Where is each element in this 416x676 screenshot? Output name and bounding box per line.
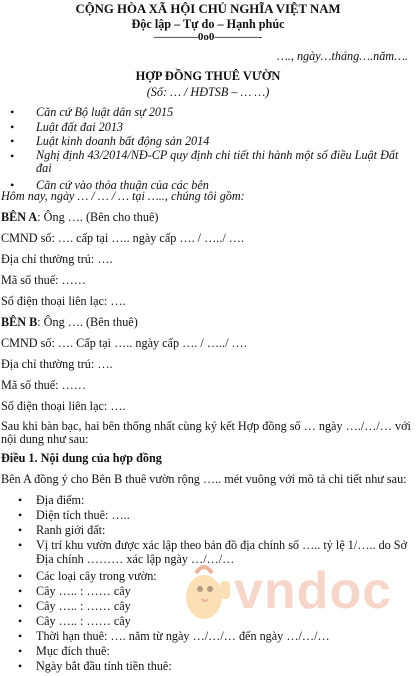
party-b-phone: Số điện thoại liên lạc: …. <box>1 399 126 413</box>
motto: Độc lập – Tự do – Hạnh phúc <box>131 17 285 31</box>
vndoc-watermark <box>176 559 411 625</box>
contract-title: HỢP ĐỒNG THUÊ VƯỜN <box>135 69 281 83</box>
party-b-id: CMND số: …. Cấp tại ….. ngày cấp …. / …../ …. <box>1 336 247 350</box>
nation-heading: CỘNG HÒA XÃ HỘI CHỦ NGHĨA VIỆT NAM <box>75 2 341 16</box>
separator: ————0o0————- <box>153 31 263 43</box>
watermark-brand: vndoc <box>234 562 393 620</box>
party-a-tax: Mã số thuế: …… <box>1 273 86 287</box>
agreement-text: Sau khi bàn bạc, hai bên thống nhất cùng ký kết Hợp đồng số … ngày …./…/… với nội dung như sau: <box>1 420 411 446</box>
party-a-address: Địa chỉ thường trú: …. <box>1 252 113 266</box>
party-b-heading: BÊN B: Ông …. (Bên thuê) <box>1 315 138 329</box>
article-1-intro: Bên A đồng ý cho Bên B thuê vườn rộng ….. mét vuông với mô tả chi tiết như sau: <box>1 472 407 486</box>
date-line: …., ngày…tháng….năm…. <box>276 49 408 63</box>
article-1-title: Điều 1. Nội dung của hợp đồng <box>1 451 162 465</box>
contract-page: CỘNG HÒA XÃ HỘI CHỦ NGHĨA VIỆT NAM Độc lập – Tự do – Hạnh phúc ————0o0————- …., ngày…tháng….năm…. HỢP ĐỒNG THUÊ VƯỜN (Số: … / HĐTSB – … …) • Căn cứ Bộ luật dân sự 2015 • Luật đất đai 2013 • Luật kinh doanh bất động sản 2014 • Nghị định 43/2014/NĐ-CP quy định chi tiết thi hành một số điều Luật Đất đai • Căn cứ vào thỏa thuận của các bên Hôm nay, ngày … / … / … tại ….., chúng tôi gồm: BÊN A: Ông …. (Bên cho thuê) CMND số: …. cấp tại ….. ngày cấp …. / …../ …. Địa chỉ thường trú: …. Mã số thuế: …… Số điện thoại liên lạc: …. BÊN B: Ông …. (Bên thuê) CMND số: …. Cấp tại ….. ngày cấp …. / …../ …. Địa chỉ thường trú: …. Mã số thuế: …… Số điện thoại liên lạc: …. Sau khi bàn bạc, hai bên thống nhất cùng ký kết Hợp đồng số … ngày …./…/… với nội dung như sau: Điều 1. Nội dung của hợp đồng Bên A đồng ý cho Bên B thuê vườn rộng ….. mét vuông với mô tả chi tiết như sau: • Địa điểm: • Diện tích thuê: ….. • Ranh giới đất: • Vị trí khu vườn được xác lập theo bản đồ địa chính số ….. tỷ lệ 1/….. do Sở Địa chính ……… xác lập ngày …/…/… • Các loại cây trong vườn: • Cây ….. : …… cây • Cây ….. : …… cây • Cây ….. : …… cây • Thời hạn thuê: …. năm từ ngày …/…/… đến ngày …/…/… • Mục đích thuê: • Ngày bắt đầu tính tiền thuê: <box>0 0 416 676</box>
today-line: Hôm nay, ngày … / … / … tại ….., chúng tôi gồm: <box>1 189 245 203</box>
party-b-tax: Mã số thuế: …… <box>1 378 86 392</box>
party-b-address: Địa chỉ thường trú: …. <box>1 357 113 371</box>
party-a-heading: BÊN A: Ông …. (Bên cho thuê) <box>1 210 159 224</box>
party-a-phone: Số điện thoại liên lạc: …. <box>1 294 126 308</box>
contract-number: (Số: … / HĐTSB – … …) <box>146 85 270 99</box>
party-a-id: CMND số: …. cấp tại ….. ngày cấp …. / …../ …. <box>1 231 245 245</box>
